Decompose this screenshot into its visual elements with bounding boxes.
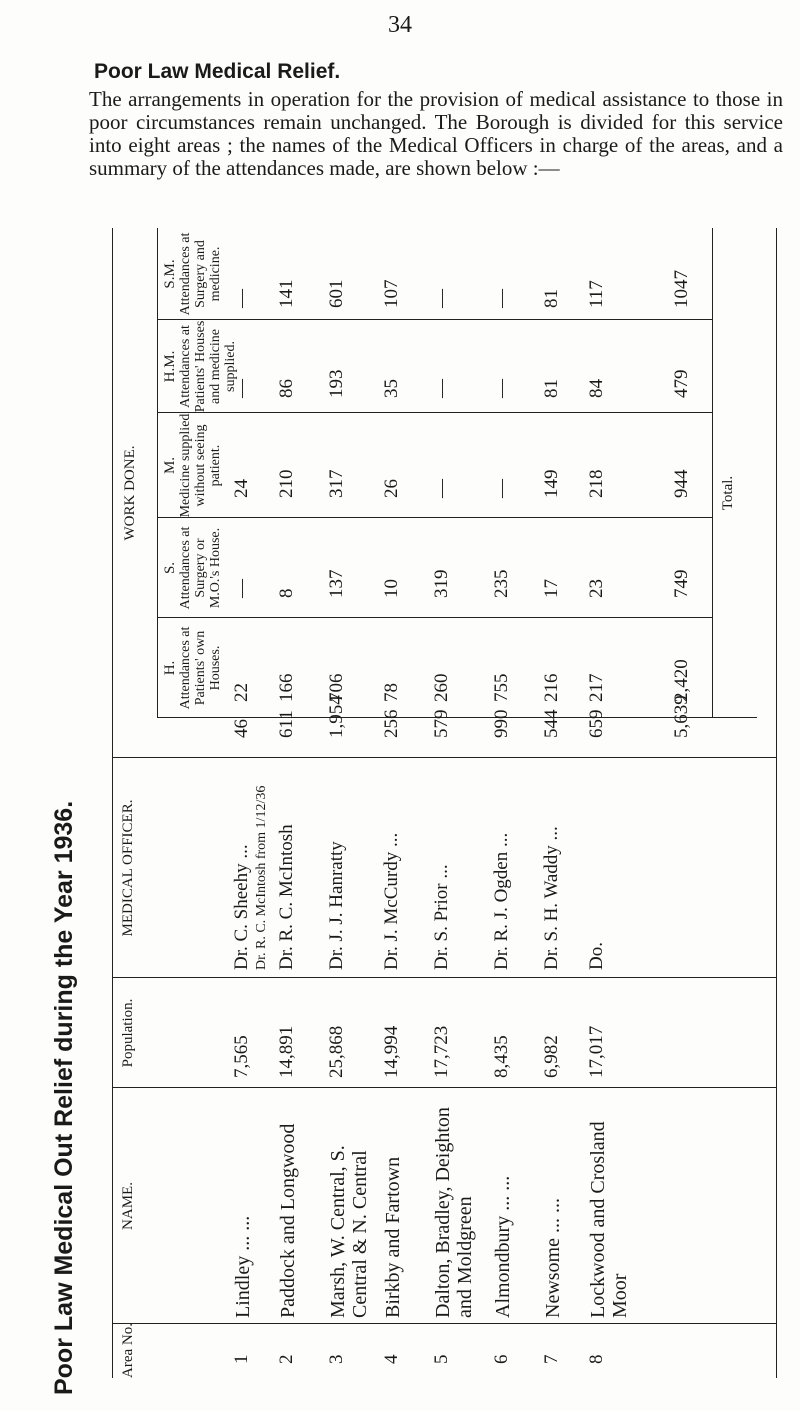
medical-officer: Dr. J. J. Hanratty xyxy=(326,841,347,970)
header-total: Total. xyxy=(720,475,736,511)
side-title: Poor Law Medical Out Relief during the Year 1936. xyxy=(50,800,78,1395)
m-value: 210 xyxy=(276,469,297,498)
intro-paragraph: The arrangements in operation for the provision of medical assistance to those in poor circumstances remain unchanged. The Borough is divided for this service into eight areas ; the names of the Medical Officers in charge of the areas, and a summary of the attendances made, are shown below :— xyxy=(89,87,783,180)
h-value: 166 xyxy=(276,673,297,702)
table-rule xyxy=(157,412,712,413)
medical-officer: Dr. R. J. Ogden ... xyxy=(491,832,512,970)
grand-total: 5,639 xyxy=(671,695,692,738)
h-value: 216 xyxy=(541,673,562,702)
area-number: 5 xyxy=(431,1354,452,1364)
header-s: S. xyxy=(162,561,178,575)
header-h: H. xyxy=(162,660,178,676)
area-name: Lockwood and Crosland Moor xyxy=(587,1121,631,1318)
sm-value: 117 xyxy=(586,280,607,308)
table-rule xyxy=(112,1323,777,1324)
total-sm: 1047 xyxy=(671,270,692,308)
s-value: 319 xyxy=(431,569,452,598)
s-value: 17 xyxy=(541,579,562,598)
section-title: Poor Law Medical Relief. xyxy=(94,60,341,83)
table-rule xyxy=(112,228,113,758)
m-value: 149 xyxy=(541,469,562,498)
total-value: 611 xyxy=(276,710,297,738)
population-value: 7,565 xyxy=(231,1035,252,1078)
hm-value: 86 xyxy=(276,379,297,398)
s-value: — xyxy=(231,579,252,598)
s-value: 235 xyxy=(491,569,512,598)
area-number: 7 xyxy=(541,1354,562,1364)
area-name: Paddock and Longwood xyxy=(277,1123,299,1318)
header-m-sub: Medicine supplied without seeing patient. xyxy=(178,413,223,518)
total-m: 944 xyxy=(671,469,692,498)
hm-value: — xyxy=(231,379,252,398)
hm-value: 84 xyxy=(586,379,607,398)
h-value: 755 xyxy=(491,673,512,702)
s-value: 10 xyxy=(381,579,402,598)
table-rule xyxy=(157,517,712,518)
h-value: 78 xyxy=(381,683,402,702)
m-value: — xyxy=(491,479,512,498)
medical-officer-2: Dr. R. C. McIntosh from 1/12/36 xyxy=(254,785,269,970)
sm-value: — xyxy=(231,289,252,308)
table-rule xyxy=(157,228,158,718)
m-value: 26 xyxy=(381,479,402,498)
population-value: 14,891 xyxy=(276,1025,297,1078)
table-rule xyxy=(712,228,713,718)
sm-value: 81 xyxy=(541,289,562,308)
attendance-table xyxy=(112,228,777,1378)
h-value: 706 xyxy=(326,673,347,702)
page-number: 34 xyxy=(388,12,412,38)
sm-value: 601 xyxy=(326,279,347,308)
total-value: 990 xyxy=(491,709,512,738)
m-value: — xyxy=(431,479,452,498)
medical-officer: Dr. J. McCurdy ... xyxy=(381,832,402,970)
hm-value: 193 xyxy=(326,369,347,398)
medical-officer: Dr. C. Sheehy ... xyxy=(231,844,252,970)
table-rule xyxy=(157,319,712,320)
total-value: 46 xyxy=(231,719,252,738)
population-value: 25,868 xyxy=(326,1025,347,1078)
table-rule xyxy=(112,977,777,978)
m-value: 24 xyxy=(231,479,252,498)
s-value: 8 xyxy=(276,588,297,598)
m-value: 218 xyxy=(586,469,607,498)
header-hm-sub: Attendances at Patients' Houses and medicine supplied. xyxy=(178,320,238,413)
medical-officer: Dr. S. H. Waddy ... xyxy=(541,826,562,970)
sm-value: — xyxy=(491,289,512,308)
hm-value: 35 xyxy=(381,379,402,398)
h-value: 22 xyxy=(231,683,252,702)
header-name: NAME. xyxy=(120,1182,136,1230)
total-hm: 479 xyxy=(671,369,692,398)
table-rule xyxy=(112,757,777,758)
header-sm: S.M. xyxy=(162,259,178,289)
population-value: 8,435 xyxy=(491,1035,512,1078)
area-number: 4 xyxy=(381,1354,402,1364)
area-name: Lindley ... ... xyxy=(232,1215,254,1318)
header-s-sub: Attendances at Surgery or M.O.'s House. xyxy=(178,526,223,610)
total-s: 749 xyxy=(671,569,692,598)
area-name: Dalton, Bradley, Deighton and Moldgreen xyxy=(432,1107,476,1318)
header-sm-sub: Attendances at Surgery and medicine. xyxy=(178,232,223,316)
population-value: 17,017 xyxy=(586,1025,607,1078)
area-number: 2 xyxy=(276,1354,297,1364)
area-number: 1 xyxy=(231,1354,252,1364)
table-rule xyxy=(112,1087,777,1088)
area-number: 8 xyxy=(586,1354,607,1364)
total-value: 579 xyxy=(431,709,452,738)
table-rule xyxy=(776,228,777,1378)
sm-value: — xyxy=(431,289,452,308)
population-value: 17,723 xyxy=(431,1025,452,1078)
m-value: 317 xyxy=(326,469,347,498)
sm-value: 107 xyxy=(381,279,402,308)
area-name: Almondbury ... ... xyxy=(492,1175,514,1318)
table-rule xyxy=(112,717,113,718)
table-rule xyxy=(157,617,712,618)
total-value: 544 xyxy=(541,709,562,738)
hm-value: — xyxy=(491,379,512,398)
population-value: 14,994 xyxy=(381,1025,402,1078)
medical-officer: Dr. R. C. McIntosh xyxy=(276,824,297,970)
area-name: Birkby and Fartown xyxy=(382,1156,404,1318)
medical-officer: Do. xyxy=(586,942,607,970)
header-medical-officer: MEDICAL OFFICER. xyxy=(120,799,136,937)
total-value: 256 xyxy=(381,709,402,738)
header-area-no: Area No. xyxy=(120,1323,136,1378)
header-population: Population. xyxy=(120,998,136,1068)
s-value: 137 xyxy=(326,569,347,598)
hm-value: 81 xyxy=(541,379,562,398)
s-value: 23 xyxy=(586,579,607,598)
header-hm: H.M. xyxy=(162,350,178,383)
total-value: 659 xyxy=(586,709,607,738)
total-value: 1,954 xyxy=(326,695,347,738)
total-h: 2,420 xyxy=(671,659,692,702)
hm-value: — xyxy=(431,379,452,398)
sm-value: 141 xyxy=(276,279,297,308)
area-number: 6 xyxy=(491,1354,512,1364)
header-h-sub: Attendances at Patients' own Houses. xyxy=(178,626,223,710)
header-m: M. xyxy=(162,456,178,475)
area-name: Newsome ... ... xyxy=(542,1198,564,1318)
area-number: 3 xyxy=(326,1354,347,1364)
h-value: 260 xyxy=(431,673,452,702)
area-name: Marsh, W. Central, S. Central & N. Central xyxy=(327,1145,371,1318)
medical-officer: Dr. S. Prior ... xyxy=(431,864,452,970)
h-value: 217 xyxy=(586,673,607,702)
population-value: 6,982 xyxy=(541,1035,562,1078)
header-work-done: WORK DONE. xyxy=(122,445,138,541)
